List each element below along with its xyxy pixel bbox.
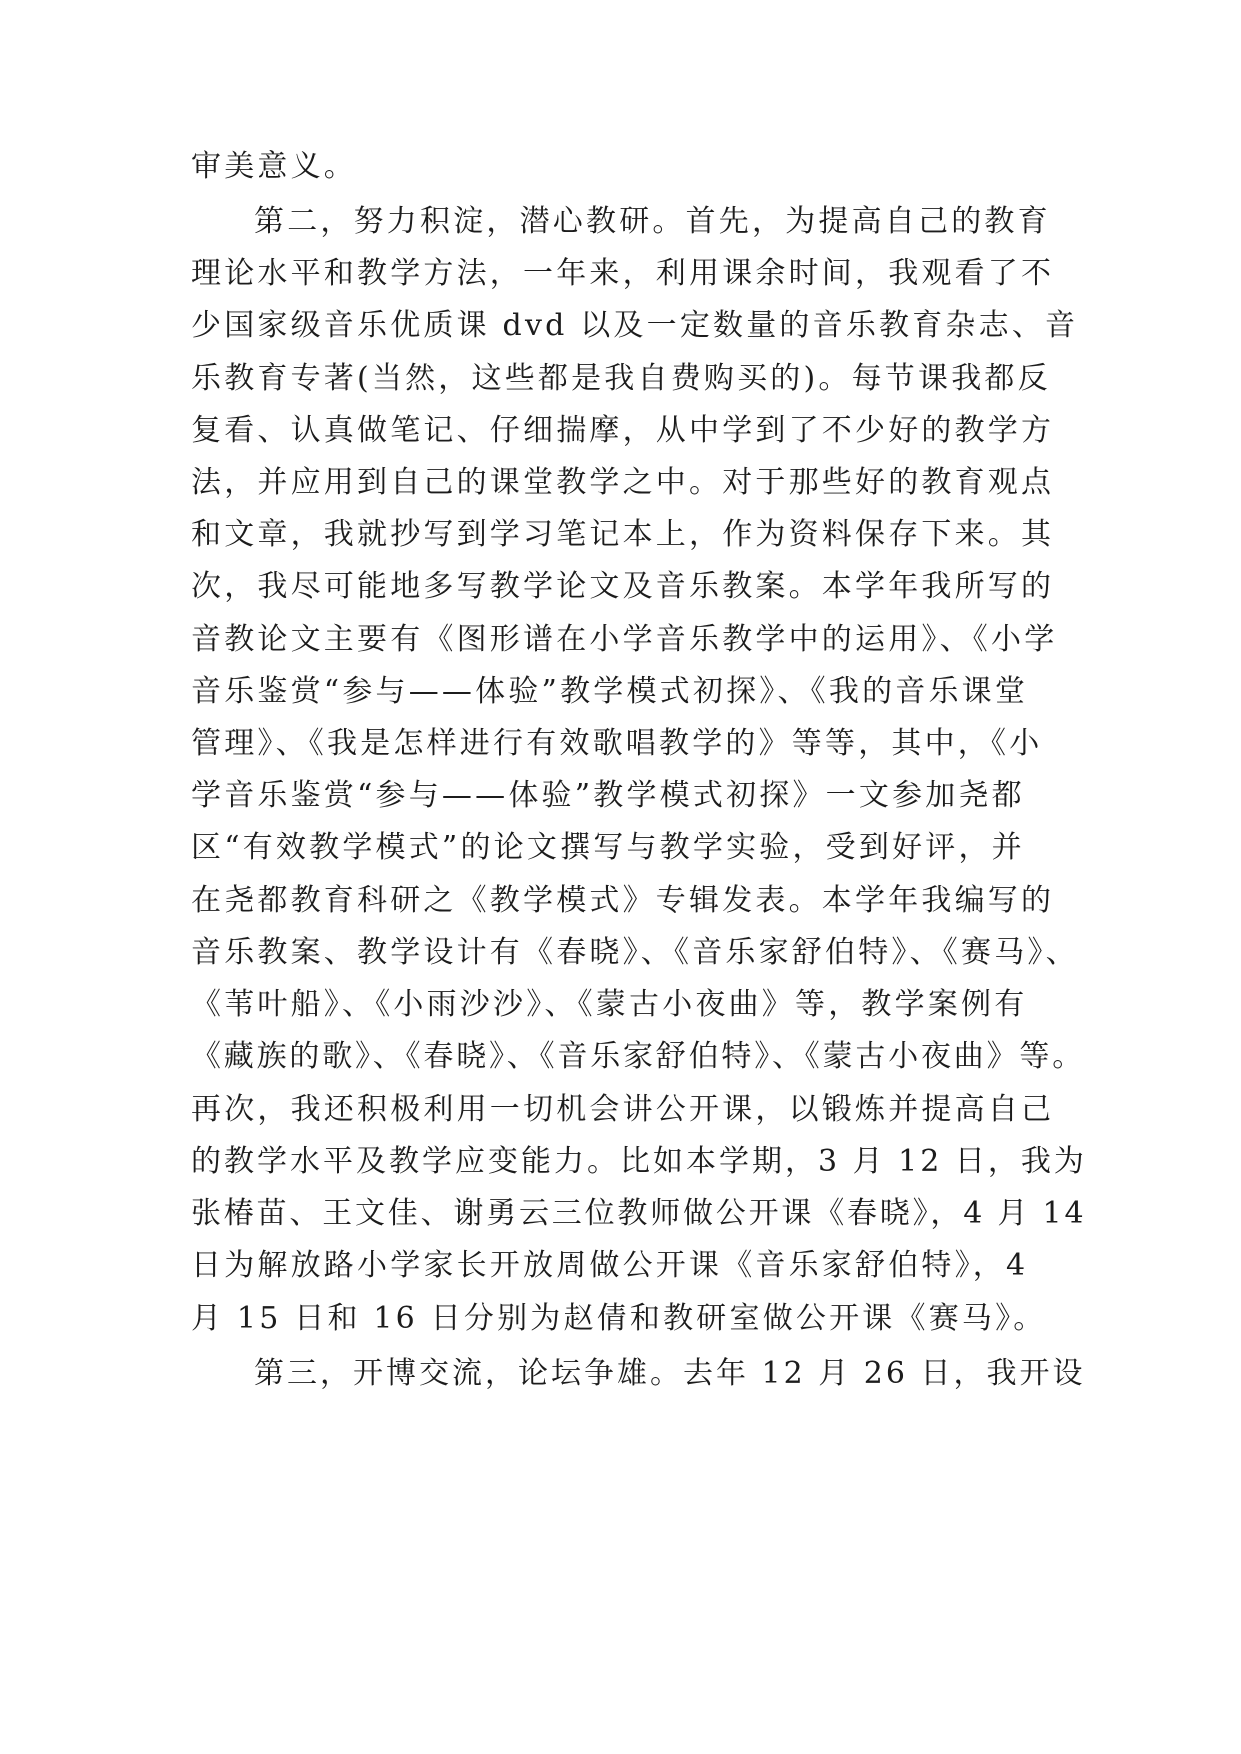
text-line: 复看、认真做笔记、仔细揣摩，从中学到了不少好的教学方: [191, 413, 1055, 448]
text-line: 法，并应用到自己的课堂教学之中。对于那些好的教育观点: [191, 465, 1055, 500]
paragraph-start-line: 第二，努力积淀，潜心教研。首先，为提高自己的教育: [254, 204, 1051, 239]
text-line: 音教论文主要有《图形谱在小学音乐教学中的运用》、《小学: [191, 622, 1058, 657]
text-line: 月 15 日和 16 日分别为赵倩和教研室做公开课《赛马》。: [191, 1301, 1047, 1336]
text-line: 次，我尽可能地多写教学论文及音乐教案。本学年我所写的: [191, 569, 1055, 604]
paragraph-start-line: 第三，开博交流，论坛争雄。去年 12 月 26 日，我开设: [254, 1356, 1086, 1391]
text-line: 学音乐鉴赏“参与——体验”教学模式初探》一文参加尧都: [191, 778, 1025, 813]
text-line: 《苇叶船》、《小雨沙沙》、《蒙古小夜曲》等，教学案例有: [191, 987, 1028, 1022]
text-line: 区“有效教学模式”的论文撰写与教学实验，受到好评，并: [191, 830, 1025, 865]
text-line: 管理》、《我是怎样进行有效歌唱教学的》等等，其中，《小: [191, 726, 1043, 761]
text-line: 张椿苗、王文佳、谢勇云三位教师做公开课《春晓》，4 月 14: [191, 1196, 1087, 1231]
text-line: 少国家级音乐优质课 dvd 以及一定数量的音乐教育杂志、音: [191, 308, 1079, 343]
text-line: 乐教育专著(当然，这些都是我自费购买的)。每节课我都反: [191, 361, 1051, 396]
text-line: 音乐教案、教学设计有《春晓》、《音乐家舒伯特》、《赛马》、: [191, 935, 1079, 970]
text-line: 和文章，我就抄写到学习笔记本上，作为资料保存下来。其: [191, 517, 1055, 552]
text-line: 理论水平和教学方法，一年来，利用课余时间，我观看了不: [191, 256, 1055, 291]
text-line: 再次，我还积极利用一切机会讲公开课，以锻炼并提高自己: [191, 1092, 1055, 1127]
text-line: 在尧都教育科研之《教学模式》专辑发表。本学年我编写的: [191, 883, 1055, 918]
text-line: 音乐鉴赏“参与——体验”教学模式初探》、《我的音乐课堂: [191, 674, 1029, 709]
text-line: 审美意义。: [191, 149, 357, 184]
text-line: 《藏族的歌》、《春晓》、《音乐家舒伯特》、《蒙古小夜曲》等。: [191, 1039, 1085, 1074]
text-line: 日为解放路小学家长开放周做公开课《音乐家舒伯特》，4: [191, 1248, 1029, 1283]
text-line: 的教学水平及教学应变能力。比如本学期，3 月 12 日，我为: [191, 1144, 1087, 1179]
